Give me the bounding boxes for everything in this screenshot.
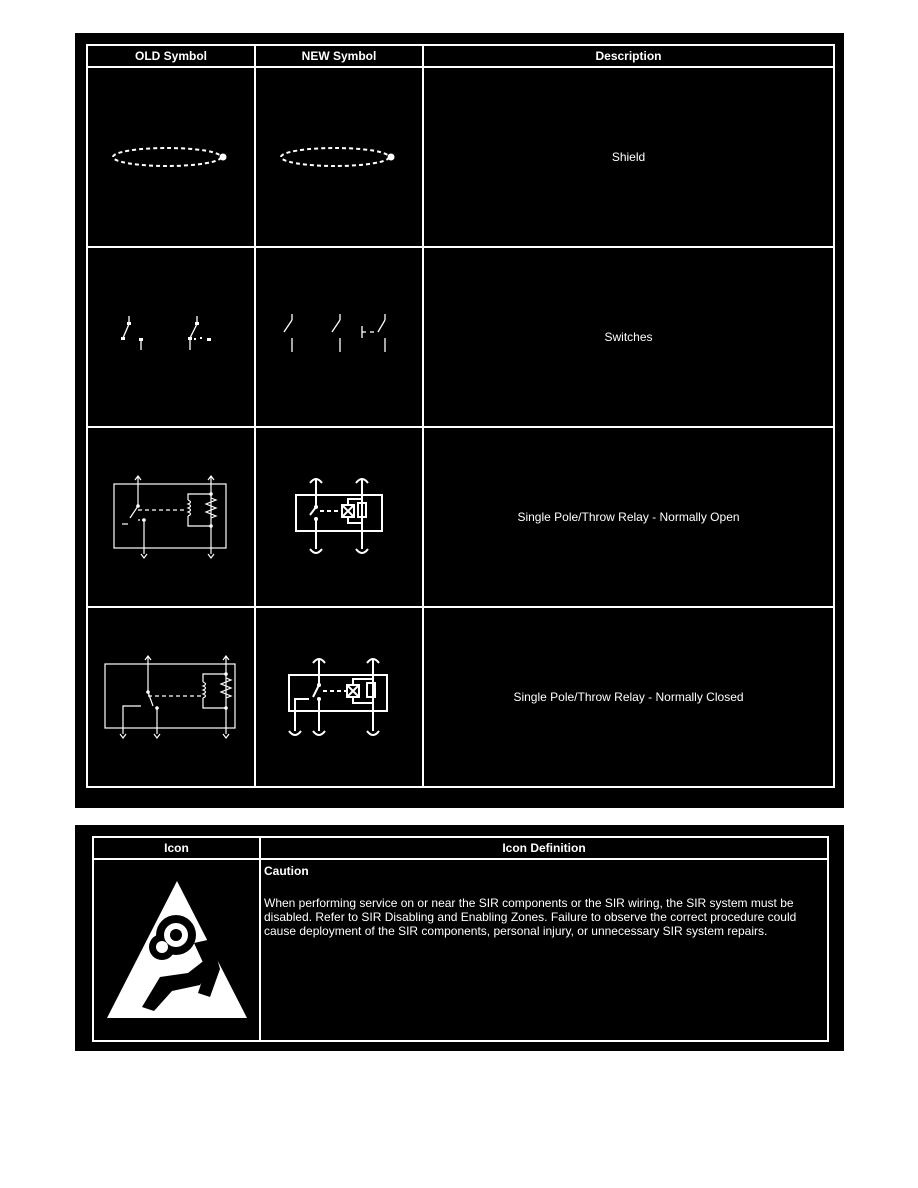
header-icon-definition: Icon Definition [260, 837, 828, 859]
relay-no-old-icon [106, 472, 236, 562]
table-row [87, 427, 834, 607]
icon-definition-panel [75, 825, 844, 1051]
switches-old-icon [116, 312, 226, 362]
icon-cell [93, 859, 260, 1041]
old-symbol-cell [87, 67, 255, 247]
icon-definition-cell [260, 859, 828, 1041]
description-cell: Single Pole/Throw Relay - Normally Closed [423, 607, 834, 787]
header-new-symbol: NEW Symbol [255, 45, 423, 67]
shield-old-icon [101, 137, 241, 177]
relay-nc-new-icon [279, 647, 399, 747]
icon-header-row [93, 837, 828, 859]
relay-nc-old-icon [101, 652, 241, 742]
relay-no-new-icon [284, 467, 394, 567]
switches-new-icon [274, 312, 404, 362]
table-row [87, 607, 834, 787]
symbols-panel [75, 33, 844, 808]
symbols-table [86, 44, 835, 788]
shield-new-icon [269, 137, 409, 177]
new-symbol-cell [255, 247, 423, 427]
header-icon: Icon [93, 837, 260, 859]
table-row [93, 859, 828, 1041]
sir-airbag-caution-icon [102, 873, 252, 1023]
old-symbol-cell [87, 607, 255, 787]
header-description: Description [423, 45, 834, 67]
old-symbol-cell [87, 427, 255, 607]
new-symbol-cell [255, 607, 423, 787]
table-row [87, 247, 834, 427]
new-symbol-cell [255, 427, 423, 607]
symbols-header-row [87, 45, 834, 67]
description-cell: Shield [423, 67, 834, 247]
caution-text: When performing service on or near the SIR components or the SIR wiring, the SIR system must be disabled. Refer to SIR Disabling and Enabling Zones. Failure to observe the correct procedure could cause deployment of the SIR components, personal injury, or unnecessary SIR system repairs. [264, 896, 797, 938]
description-cell: Single Pole/Throw Relay - Normally Open [423, 427, 834, 607]
description-cell: Switches [423, 247, 834, 427]
caution-title: Caution [264, 864, 309, 878]
table-row [87, 67, 834, 247]
header-old-symbol: OLD Symbol [87, 45, 255, 67]
new-symbol-cell [255, 67, 423, 247]
icon-definition-table [92, 836, 829, 1042]
old-symbol-cell [87, 247, 255, 427]
